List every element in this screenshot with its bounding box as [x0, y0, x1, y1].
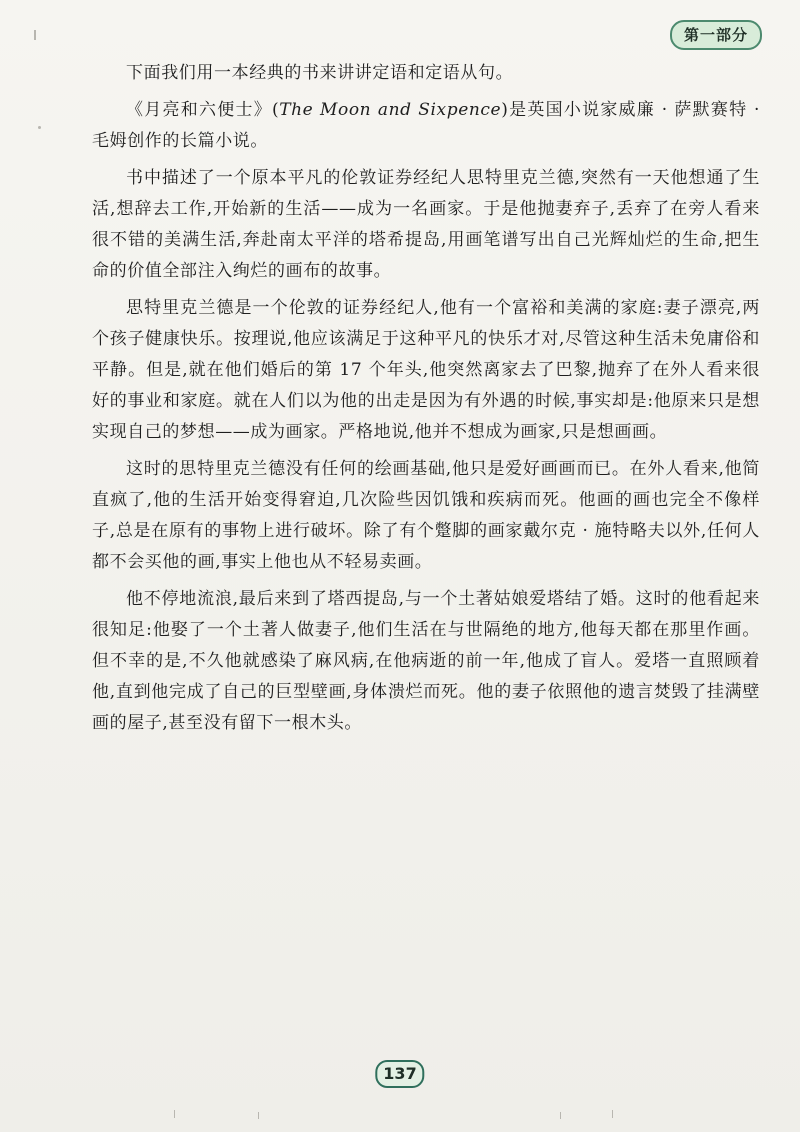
paragraph-background: 思特里克兰德是一个伦敦的证券经纪人,他有一个富裕和美满的家庭:妻子漂亮,两个孩子健康快乐。按理说,他应该满足于这种平凡的快乐才对,尽管这种生活未免庸俗和平静。但是,就在他们婚后的第 17 个年头,他突然离家去了巴黎,抛弃了在外人看来很好的事业和家庭。就在人们以为他的出走是因为有外遇的时候,事实却是:他原来只是想实现自己的梦想——成为画家。严格地说,他并不想成为画家,只是想画画。	[92, 298, 760, 442]
book-title-en: The Moon and Sixpence	[279, 100, 502, 120]
paragraph-struggle: 这时的思特里克兰德没有任何的绘画基础,他只是爱好画画而已。在外人看来,他简直疯了,他的生活开始变得窘迫,几次险些因饥饿和疾病而死。他画的画也完全不像样子,总是在原有的事物上进行破坏。除了有个蹩脚的画家戴尔克 · 施特略夫以外,任何人都不会买他的画,事实上他也从不轻易卖画。	[92, 459, 760, 572]
paragraph-book-intro	[92, 95, 760, 157]
paragraph-summary: 书中描述了一个原本平凡的伦敦证券经纪人思特里克兰德,突然有一天他想通了生活,想辞去工作,开始新的生活——成为一名画家。于是他抛妻弃子,丢弃了在旁人看来很不错的美满生活,奔赴南太平洋的塔希提岛,用画笔谱写出自己光辉灿烂的生命,把生命的价值全部注入绚烂的画布的故事。	[92, 168, 760, 281]
scan-mark-top-left	[34, 30, 36, 40]
scan-mark-bottom-3	[560, 1112, 561, 1119]
paragraph-tahiti: 他不停地流浪,最后来到了塔西提岛,与一个土著姑娘爱塔结了婚。这时的他看起来很知足:他娶了一个土著人做妻子,他们生活在与世隔绝的地方,他每天都在那里作画。但不幸的是,不久他就感染了麻风病,在他病逝的前一年,他成了盲人。爱塔一直照顾着他,直到他完成了自己的巨型壁画,身体溃烂而死。他的妻子依照他的遗言焚毁了挂满壁画的屋子,甚至没有留下一根木头。	[92, 589, 761, 733]
scan-mark-bottom-4	[612, 1110, 613, 1118]
section-tab: 第一部分	[670, 20, 762, 50]
body-text	[92, 58, 760, 745]
scan-mark-bottom-1	[174, 1110, 175, 1118]
paragraph-intro: 下面我们用一本经典的书来讲讲定语和定语从句。	[126, 63, 514, 83]
scan-mark-bottom-2	[258, 1112, 259, 1119]
book-intro-rest: )是英国小说家威廉 · 萨默赛特 · 毛姆创作的长篇小说。	[92, 100, 760, 151]
scan-mark-left	[38, 126, 41, 129]
page-number-badge: 137	[375, 1060, 424, 1088]
book-title-cn: 《月亮和六便士》(	[126, 100, 280, 120]
